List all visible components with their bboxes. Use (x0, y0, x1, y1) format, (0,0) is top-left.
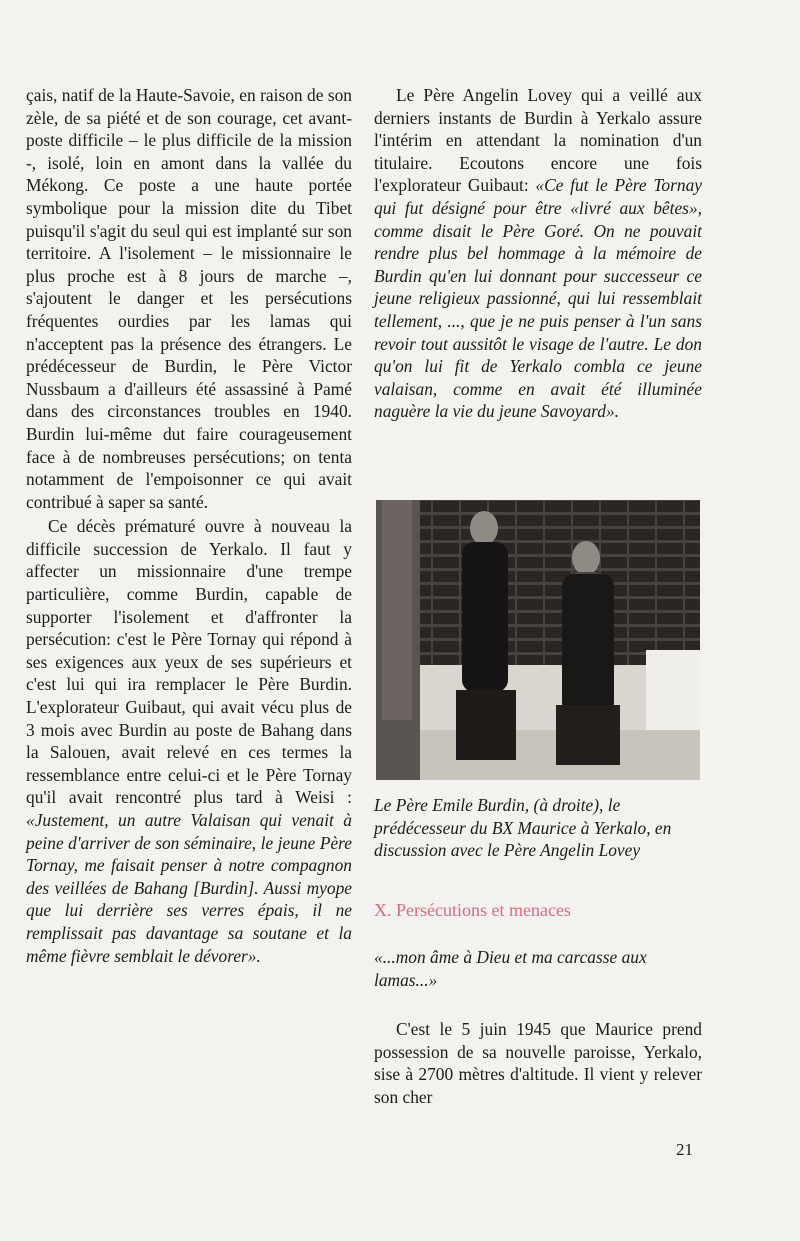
right-paragraph-1-text: Le Père Angelin Lovey qui a veillé aux derniers instants de Burdin à Yerkalo assure l'intérim en attendant la nomination d'un titulaire. Ecoutons encore une fois l'explorateur Guibaut: (374, 85, 702, 196)
left-paragraph-2 (26, 515, 352, 967)
left-paragraph-2-text: Ce décès prématuré ouvre à nouveau la difficile succession de Yerkalo. Il faut y affecter un missionnaire d'une trempe particulière, comme Burdin, capable de supporter l'isolement et d'affronter la persécution: c'est le Père Tornay qui répond à ses exigences aux yeux de ses supérieurs et c'est lui qui ira remplacer le Père Burdin. L'explorateur Guibaut, qui avait vécu plus de 3 mois avec Burdin au poste de Bahang dans la Salouen, avait relevé en ces termes la ressemblance entre celui-ci et le Père Tornay qu'il avait rencontré plus tard à Weisi : (26, 516, 352, 808)
right-paragraph-1 (374, 84, 702, 423)
guibaut-quote-right: «Ce fut le Père Tornay qui fut désigné pour être «livré aux bêtes», comme disait le Père Goré. On ne pouvait rendre plus bel hommage à la mémoire de Burdin qu'en lui donnant pour successeur ce jeune religieux passionné, qui lui ressemblait tellement, ..., que je ne puis penser à l'un sans revoir tout aussitôt le visage de l'autre. Le don qu'on lui fit de Yerkalo combla ce jeune valaisan, comme en avait été illuminée naguère la vie du jeune Savoyard». (374, 175, 702, 422)
left-paragraph-1: çais, natif de la Haute-Savoie, en raison de son zèle, de sa piété et de son courage, cet avant-poste difficile – le plus difficile de la mission -, isolé, loin en amont dans la vallée du Mékong. Ce poste a une haute portée symbolique pour la mission dite du Tibet puisqu'il s'agit du seul qui est implanté sur son territoire. A l'isolement – le missionnaire le plus proche est à 8 jours de marche –, s'ajoutent le danger et les persécutions fréquentes ourdies par les lamas qui n'acceptent pas la présence des étrangers. Le prédécesseur de Burdin, le Père Victor Nussbaum a d'ailleurs été assassiné à Pamé dans des circonstances troubles en 1940. Burdin lui-même dut faire courageusement face à de nombreuses persécutions; on tenta notamment de l'empoisonner ce qui avait contribué à saper sa santé. (26, 85, 352, 512)
right-paragraph-2 (374, 1018, 702, 1108)
left-column (26, 84, 352, 967)
guibaut-quote-left: «Justement, un autre Valaisan qui venait à peine d'arriver de son séminaire, le jeune Père Tornay, me faisait penser à notre compagnon des veillées de Bahang [Burdin]. Aussi myope que lui derrière ses verres épais, il ne remplissait pas davantage sa soutane et la même fièvre semblait le dévorer». (26, 810, 352, 966)
page-number: 21 (676, 1140, 693, 1159)
epigraph: «...mon âme à Dieu et ma carcasse aux lamas...» (374, 947, 647, 990)
right-column-top (374, 84, 702, 423)
photo-caption: Le Père Emile Burdin, (à droite), le prédécesseur du BX Maurice à Yerkalo, en discussion avec le Père Angelin Lovey (374, 795, 672, 861)
right-paragraph-2-text: C'est le 5 juin 1945 que Maurice prend possession de sa nouvelle paroisse, Yerkalo, sise à 2700 mètres d'altitude. Il vient y relever son cher (374, 1019, 702, 1107)
photo-priests-in-discussion (376, 500, 700, 780)
section-heading: X. Persécutions et menaces (374, 900, 571, 920)
photo-illustration (376, 500, 700, 780)
